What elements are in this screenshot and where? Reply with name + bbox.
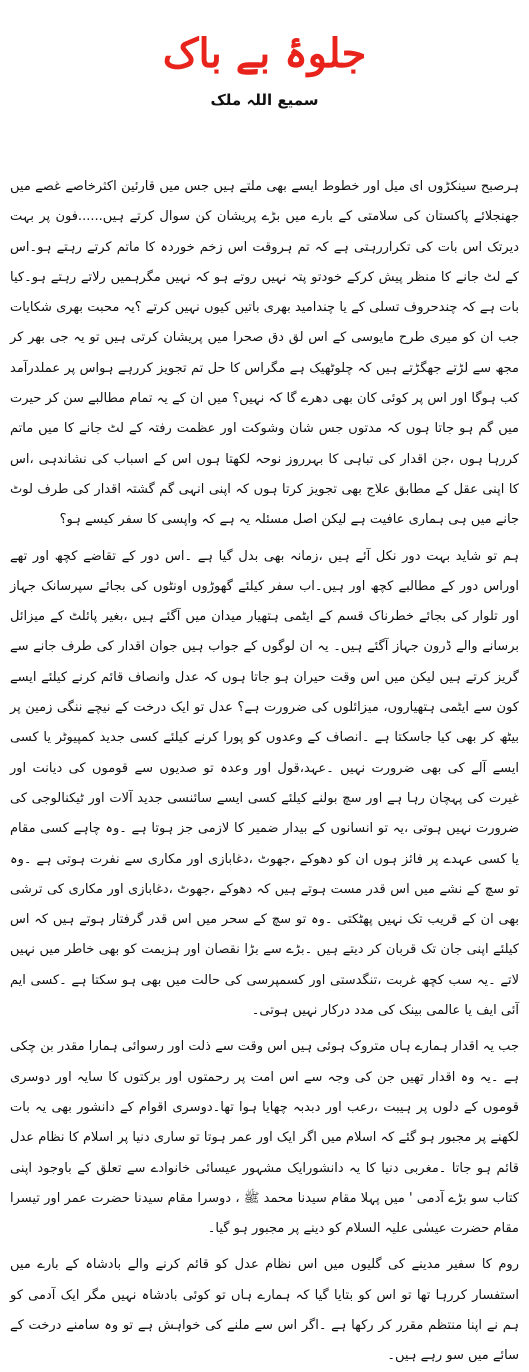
paragraph-3: جب یہ اقدار ہمارے ہاں متروک ہوئی ہیں اس وقت سے ذلت اور رسوائی ہمارا مقدر بن چکی ہے ۔یہ وہ اقدار تھیں جن کی وجہ سے اس امت پر رحمتوں اور برکتوں کا سایہ اور دوسری قوموں کے دلوں پر ہیبت ،رعب اور دبدبہ چھایا ہوا تھا۔دوسری اقوام کے دانشور بھی یہ بات لکھنے پر مجبور ہو گئے کہ اسلام میں اگر ایک اور عمر ہوتا تو ساری دنیا پر اسلام کا نظام عدل قائم ہو جاتا ۔مغربی دنیا کا یہ دانشورایک مشہور عیسائی خانوادے سے تعلق کے باوجود اپنی کتاب سو بڑے آدمی ' میں پہلا مقام سیدنا محمد ﷺ ، دوسرا مقام سیدنا حضرت عمر اور تیسرا مقام حضرت عیسٰی علیہ السلام کو دینے پر مجبور ہو گیا۔ (10, 1039, 519, 1237)
article-title: جلوۂ بے باک (162, 30, 367, 77)
paragraph-2: ہم تو شاید بہت دور نکل آئے ہیں ،زمانہ بھی بدل گیا ہے ۔اس دور کے تقاضے کچھ اور تھے اوراس دور کے مطالبے کچھ اور ہیں۔اب سفر کیلئے گھوڑوں اونٹوں کی بجائے سپرسانک جہاز اور تلوار کی بجائے خطرناک قسم کے ایٹمی ہتھیار میدان میں آگئے ہیں ،بغیر پائلٹ کے میزائل برسانے والے ڈرون جہاز آگئے ہیں۔ یہ ان لوگوں کے جواب ہیں جوان اقدار کی طرف جانے سے گریز کرتے ہیں لیکن میں اس وقت حیران ہو جاتا ہوں کہ عدل وانصاف قائم کرنے کیلئے ایسے کون سے ایٹمی ہتھیاروں، میزائلوں کی ضرورت ہے؟ عدل تو ایک درخت کے نیچے ننگی زمین پر بیٹھ کر بھی کیا جاسکتا ہے ۔انصاف کے وعدوں کو پورا کرنے کیلئے کسی جدید کمپیوٹر یا کسی ایسے آلے کی بھی ضرورت نہیں ۔عہد،قول اور وعدہ تو صدیوں سے قوموں کی دیانت اور غیرت کی پہچان رہا ہے اور سچ بولنے کیلئے کسی ایسے سائنسی جدید آلات اور ٹیکنالوجی کی ضرورت نہیں ہوتی ،یہ تو انسانوں کے بیدار ضمیر کا لازمی جز ہوتا ہے ۔وہ چاہے کسی مقام یا کسی عہدے پر فائز ہوں ان کو دھوکے ،جھوٹ ،دغابازی اور مکاری سے نفرت ہوتی ہے ۔وہ تو سچ کے نشے میں اس قدر مست ہوتے ہیں کہ دھوکے ،جھوٹ ،دغابازی اور مکاری کی ترشی بھی ان کے قریب تک نہیں پھٹکتی ۔وہ تو سچ کے سحر میں اس قدر گرفتار ہوتے ہیں کہ اس کیلئے اپنی جان تک قربان کر دیتے ہیں ۔بڑے سے بڑا نقصان اور ہزیمت کو بھی خاطر میں نہیں لاتے ۔یہ سب کچھ غربت ،تنگدستی اور کسمپرسی کی حالت میں بھی ہو سکتا ہے ۔کسی ایم آئی ایف یا عالمی بینک کی مدد درکار نہیں ہوتی۔ (10, 548, 519, 1019)
article-body (10, 172, 519, 1364)
author-name: سمیع اللہ ملک (210, 91, 319, 109)
paragraph-1: ہرصبح سینکڑوں ای میل اور خطوط ایسے بھی ملتے ہیں جس میں قارئین اکثرخاصے غصے میں جھنجلائے پاکستان کی سلامتی کے بارے میں بڑے پریشان کن سوال کرتے ہیں......فون پر بہت دیرتک اس بات کی تکراررہتی ہے کہ تم ہروقت اس زخم خوردہ کا ماتم کرتے رہتے ہو۔اس کے لٹ جانے کا منظر پیش کرکے خودتو پتہ نہیں روتے ہو کہ نہیں مگرہمیں رلاتے رہتے ہو۔کیا بات ہے کہ چندحروف تسلی کے یا چندامید بھری باتیں کیوں نہیں کرتے ؟یہ محبت بھری شکایات جب ان کو میری طرح مایوسی کے اس لق دق صحرا میں پریشان کرتی ہیں تو یہ جی بھر کر مجھ سے لڑتے جھگڑتے ہیں کہ چلوٹھیک ہے مگراس کا حل تم تجویز کررہے ہواس پر عملدرآمد کب ہوگا اور اس پر کوئی کان بھی دھرے گا کہ نہیں؟ میں ان کے یہ تمام مطالبے سن کر حیرت میں گم ہو جاتا ہوں کہ مدتوں جس شان وشوکت اور عظمت رفتہ کے لٹ جانے کا میں ماتم کررہا ہوں ،جن اقدار کی تباہی کا بہرروز نوحہ لکھتا ہوں اس کے اسباب کی نشاندہی ،اس کا اپنی عقل کے مطابق علاج بھی تجویز کرتا ہوں کہ اپنی انہی گم گشتہ اقدار کی طرف لوٹ جانے میں ہی ہماری عافیت ہے لیکن اصل مسئلہ یہ ہے کہ واپسی کا سفر کیسے ہو؟ (10, 179, 519, 528)
paragraph-4: روم کا سفیر مدینے کی گلیوں میں اس نظام عدل کو قائم کرنے والے بادشاہ کے بارے میں استفسار کررہا تھا تو اس کو بتایا گیا کہ ہمارے ہاں تو کوئی بادشاہ نہیں مگر ایک آدمی کو ہم نے اپنا منتظم مقرر کر رکھا ہے ۔اگر اس سے ملنے کی خواہش ہے تو وہ سامنے درخت کے سائے میں سو رہے ہیں۔ (10, 1257, 519, 1364)
